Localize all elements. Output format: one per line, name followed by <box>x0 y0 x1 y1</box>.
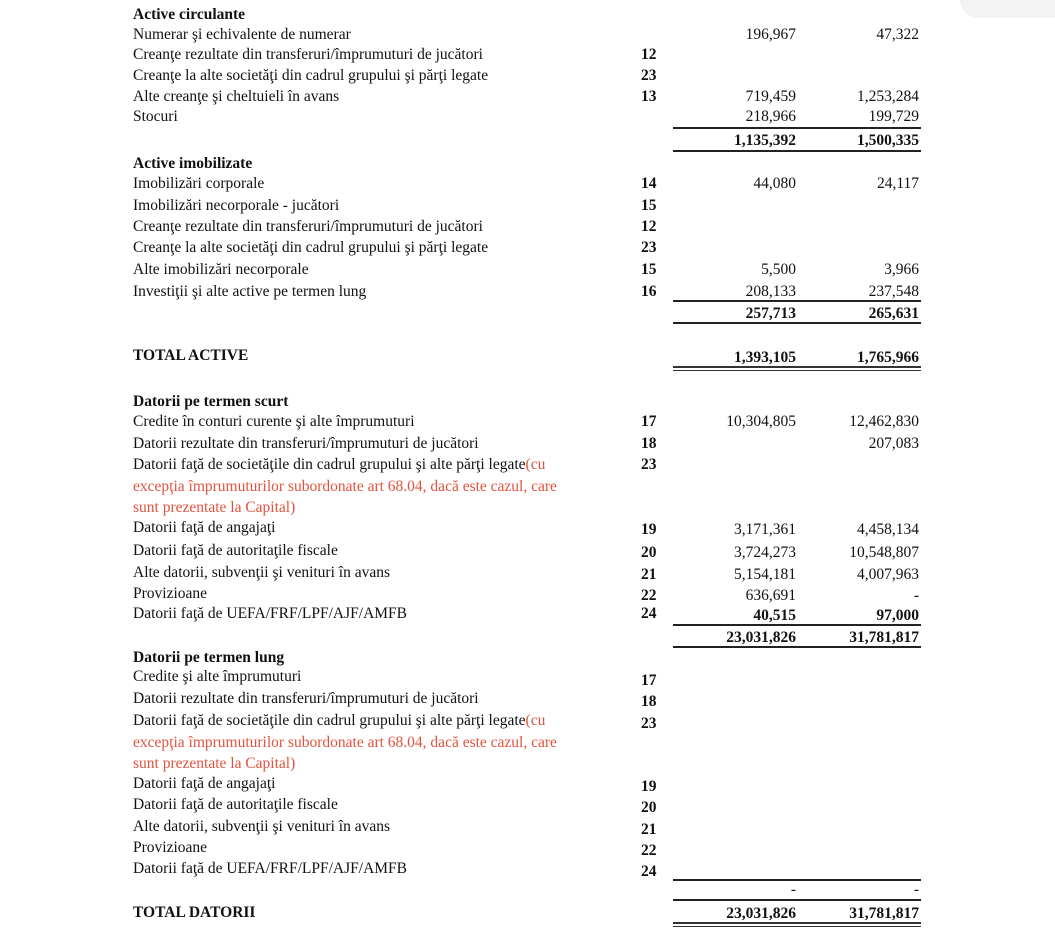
subtotal-col1: - <box>790 881 796 898</box>
note-ref: 24 <box>641 863 657 880</box>
value-col1: 218,966 <box>745 108 796 125</box>
note-ref: 12 <box>641 218 657 235</box>
subtotal-col2: 1,500,335 <box>857 132 919 149</box>
note-ref: 14 <box>641 175 657 192</box>
value-col1: 3,171,361 <box>734 521 796 538</box>
value-col2: 12,462,830 <box>849 413 919 430</box>
row-label: Datorii faţă de UEFA/FRF/LPF/AJF/AMFB <box>133 860 408 877</box>
rule-line <box>673 322 921 324</box>
value-col2: 24,117 <box>876 175 919 192</box>
row-label: Imobilizări necorporale - jucători <box>133 197 340 214</box>
value-col2: 237,548 <box>868 283 919 300</box>
row-label: Datorii rezultate din transferuri/împrumuturi de jucători <box>133 690 479 707</box>
row-label: Alte datorii, subvenţii şi venituri în avans <box>133 564 390 581</box>
note-ref: 21 <box>641 821 657 838</box>
subtotal-col1: 23,031,826 <box>726 629 796 646</box>
row-label: Numerar şi echivalente de numerar <box>133 26 351 43</box>
value-col2: 207,083 <box>868 435 919 452</box>
value-col1: 10,304,805 <box>726 413 796 430</box>
value-col2: 4,007,963 <box>857 566 919 583</box>
value-col1: 196,967 <box>745 26 796 43</box>
note-ref: 23 <box>641 456 657 473</box>
note-ref: 15 <box>641 261 657 278</box>
note-ref: 19 <box>641 521 657 538</box>
subtotal-col2: 31,781,817 <box>849 629 919 646</box>
value-col2: 47,322 <box>876 26 919 43</box>
note-ref: 16 <box>641 283 657 300</box>
red-note-start: (cu <box>525 712 546 729</box>
row-label: Datorii faţă de UEFA/FRF/LPF/AJF/AMFB <box>133 605 408 622</box>
total-liabilities-col1: 23,031,826 <box>726 905 796 922</box>
value-col2: 199,729 <box>868 108 919 125</box>
subtotal-col2: - <box>913 881 919 898</box>
note-ref: 20 <box>641 799 657 816</box>
value-col2: 4,458,134 <box>857 521 919 538</box>
row-label-multiline <box>133 455 545 475</box>
row-label: Datorii faţă de autoritaţile fiscale <box>133 542 338 559</box>
page-corner-overlay <box>960 0 1055 18</box>
note-ref: 23 <box>641 67 657 84</box>
note-ref: 17 <box>641 672 657 689</box>
value-col2: 1,253,284 <box>857 88 919 105</box>
section-title-short-term-liabilities: Datorii pe termen scurt <box>133 393 289 410</box>
double-rule-line <box>673 922 921 927</box>
row-label: Alte imobilizări necorporale <box>133 261 309 278</box>
value-col1: 40,515 <box>753 607 796 624</box>
section-title-fixed-assets: Active imobilizate <box>133 155 253 172</box>
row-label: Alte datorii, subvenţii şi venituri în avans <box>133 818 390 835</box>
red-note-line: excepţia împrumuturilor subordonate art 68.04, dacă este cazul, care <box>133 734 557 751</box>
value-col1: 3,724,273 <box>734 544 796 561</box>
subtotal-col1: 1,135,392 <box>734 132 796 149</box>
red-note-line: excepţia împrumuturilor subordonate art 68.04, dacă este cazul, care <box>133 478 557 495</box>
total-liabilities-col2: 31,781,817 <box>849 905 919 922</box>
row-label: Datorii faţă de angajaţi <box>133 775 276 792</box>
note-ref: 24 <box>641 605 657 622</box>
row-label: Datorii faţă de autoritaţile fiscale <box>133 796 338 813</box>
rule-line <box>673 300 921 302</box>
row-label-multiline <box>133 711 545 731</box>
row-label: Provizioane <box>133 839 208 856</box>
double-rule-line <box>673 366 921 371</box>
section-title-long-term-liabilities: Datorii pe termen lung <box>133 649 285 666</box>
row-label: Alte creanţe şi cheltuieli în avans <box>133 88 340 105</box>
row-label: Datorii faţă de societăţile din cadrul grupului şi alte părţi legate <box>133 712 526 729</box>
rule-line <box>673 127 921 129</box>
note-ref: 19 <box>641 778 657 795</box>
rule-line <box>673 150 921 152</box>
note-ref: 23 <box>641 239 657 256</box>
value-col1: 44,080 <box>753 175 796 192</box>
total-assets-label: TOTAL ACTIVE <box>133 347 249 364</box>
note-ref: 23 <box>641 715 657 732</box>
red-note-start: (cu <box>525 456 546 473</box>
note-ref: 13 <box>641 88 657 105</box>
row-label: Datorii rezultate din transferuri/împrumuturi de jucători <box>133 435 479 452</box>
note-ref: 17 <box>641 413 657 430</box>
row-label: Credite şi alte împrumuturi <box>133 668 302 685</box>
total-liabilities-label: TOTAL DATORII <box>133 904 256 921</box>
note-ref: 15 <box>641 197 657 214</box>
value-col2: - <box>913 587 919 604</box>
red-note-line: sunt prezentate la Capital) <box>133 499 296 516</box>
note-ref: 20 <box>641 544 657 561</box>
row-label: Credite în conturi curente şi alte împrumuturi <box>133 413 415 430</box>
value-col2: 3,966 <box>884 261 919 278</box>
rule-line <box>673 899 921 901</box>
row-label: Imobilizări corporale <box>133 175 265 192</box>
row-label: Creanţe la alte societăţi din cadrul grupului şi părţi legate <box>133 67 489 84</box>
section-title-current-assets: Active circulante <box>133 6 246 23</box>
note-ref: 22 <box>641 842 657 859</box>
value-col1: 719,459 <box>745 88 796 105</box>
row-label: Datorii faţă de societăţile din cadrul grupului şi alte părţi legate <box>133 456 526 473</box>
row-label: Datorii faţă de angajaţi <box>133 519 276 536</box>
row-label: Creanţe rezultate din transferuri/împrumuturi de jucători <box>133 46 483 63</box>
row-label: Investiţii şi alte active pe termen lung <box>133 283 367 300</box>
row-label: Provizioane <box>133 585 208 602</box>
value-col1: 636,691 <box>745 587 796 604</box>
note-ref: 12 <box>641 46 657 63</box>
value-col2: 97,000 <box>876 607 919 624</box>
value-col1: 208,133 <box>745 283 796 300</box>
value-col2: 10,548,807 <box>849 544 919 561</box>
rule-line <box>673 624 921 626</box>
rule-line <box>673 646 921 648</box>
note-ref: 21 <box>641 566 657 583</box>
subtotal-col1: 257,713 <box>745 305 796 322</box>
note-ref: 18 <box>641 693 657 710</box>
total-assets-col1: 1,393,105 <box>734 349 796 366</box>
note-ref: 22 <box>641 587 657 604</box>
subtotal-col2: 265,631 <box>868 305 919 322</box>
value-col1: 5,500 <box>761 261 796 278</box>
row-label: Stocuri <box>133 108 178 125</box>
rule-line <box>673 879 921 881</box>
row-label: Creanţe rezultate din transferuri/împrumuturi de jucători <box>133 218 483 235</box>
note-ref: 18 <box>641 435 657 452</box>
value-col1: 5,154,181 <box>734 566 796 583</box>
total-assets-col2: 1,765,966 <box>857 349 919 366</box>
row-label: Creanţe la alte societăţi din cadrul grupului şi părţi legate <box>133 239 489 256</box>
red-note-line: sunt prezentate la Capital) <box>133 755 296 772</box>
